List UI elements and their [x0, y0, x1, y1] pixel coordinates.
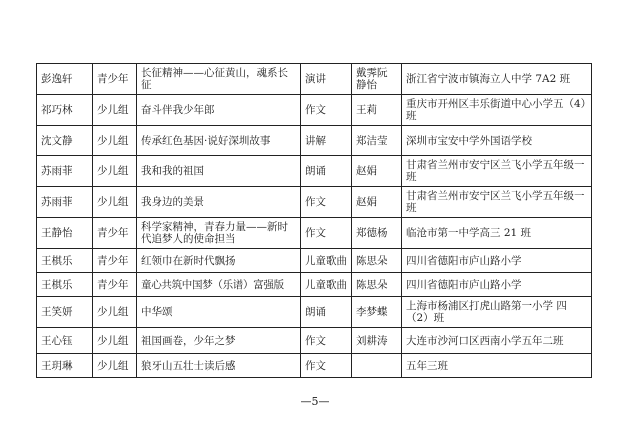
cell-group: 少儿组: [93, 156, 137, 187]
cell-group: 少儿组: [93, 95, 137, 126]
cell-group: 少儿组: [93, 187, 137, 218]
cell-category: 演讲: [301, 64, 352, 95]
cell-teacher: 戴霁阮静怡: [352, 64, 402, 95]
table-row: [37, 328, 592, 354]
cell-group: 青少年: [93, 249, 137, 273]
table-row: [37, 249, 592, 273]
cell-title: 童心共筑中国梦（乐谱）富强版: [137, 273, 301, 297]
cell-group: 少儿组: [93, 328, 137, 354]
cell-category: 作文: [301, 187, 352, 218]
table-row: [37, 273, 592, 297]
cell-school: 大连市沙河口区西南小学五年二班: [402, 328, 592, 354]
cell-title: 奋斗伴我少年郎: [137, 95, 301, 126]
cell-teacher: 郑德杨: [352, 218, 402, 249]
cell-category: 作文: [301, 95, 352, 126]
cell-school: 上海市杨浦区打虎山路第一小学 四（2）班: [402, 297, 592, 328]
cell-title: 传承红色基因·说好深圳故事: [137, 126, 301, 156]
cell-school: 四川省德阳市庐山路小学: [402, 273, 592, 297]
cell-group: 青少年: [93, 64, 137, 95]
cell-group: 青少年: [93, 218, 137, 249]
cell-title: 长征精神——心征黄山，魂系长征: [137, 64, 301, 95]
cell-category: 朗诵: [301, 156, 352, 187]
cell-name: 沈文静: [37, 126, 93, 156]
cell-category: 朗诵: [301, 297, 352, 328]
cell-name: 祁巧林: [37, 95, 93, 126]
cell-name: 苏雨菲: [37, 156, 93, 187]
table-row: [37, 64, 592, 95]
cell-teacher: 陈思朵: [352, 273, 402, 297]
table-row: [37, 95, 592, 126]
cell-title: 中华颂: [137, 297, 301, 328]
cell-teacher: 李梦蝶: [352, 297, 402, 328]
table-row: [37, 354, 592, 378]
cell-group: 少儿组: [93, 297, 137, 328]
cell-title: 科学家精神，青春力量——新时代追梦人的使命担当: [137, 218, 301, 249]
cell-name: 王心钰: [37, 328, 93, 354]
cell-teacher: 刘耕涛: [352, 328, 402, 354]
cell-title: 红领巾在新时代飘扬: [137, 249, 301, 273]
page-number: —5—: [300, 395, 330, 408]
cell-school: 重庆市开州区丰乐街道中心小学五（4）班: [402, 95, 592, 126]
table-row: [37, 218, 592, 249]
cell-name: 苏雨菲: [37, 187, 93, 218]
cell-teacher: [352, 354, 402, 378]
cell-school: 四川省德阳市庐山路小学: [402, 249, 592, 273]
cell-group: 少儿组: [93, 354, 137, 378]
cell-title: 我身边的美景: [137, 187, 301, 218]
cell-name: 王棋乐: [37, 273, 93, 297]
table-row: [37, 187, 592, 218]
cell-title: 祖国画卷，少年之梦: [137, 328, 301, 354]
cell-school: 深圳市宝安中学外国语学校: [402, 126, 592, 156]
cell-title: 我和我的祖国: [137, 156, 301, 187]
cell-school: 甘肃省兰州市安宁区兰飞小学五年级一班: [402, 187, 592, 218]
cell-teacher: 陈思朵: [352, 249, 402, 273]
cell-group: 少儿组: [93, 126, 137, 156]
award-list-table: [36, 63, 592, 378]
cell-category: 儿童歌曲: [301, 273, 352, 297]
cell-category: 作文: [301, 328, 352, 354]
cell-teacher: 王莉: [352, 95, 402, 126]
cell-name: 彭逸轩: [37, 64, 93, 95]
cell-teacher: 赵娟: [352, 156, 402, 187]
cell-category: 讲解: [301, 126, 352, 156]
cell-school: 甘肃省兰州市安宁区兰飞小学五年级一班: [402, 156, 592, 187]
cell-school: 临沧市第一中学高三 21 班: [402, 218, 592, 249]
cell-teacher: 赵娟: [352, 187, 402, 218]
cell-teacher: 郑洁莹: [352, 126, 402, 156]
table-row: [37, 126, 592, 156]
cell-category: 作文: [301, 218, 352, 249]
cell-category: 作文: [301, 354, 352, 378]
cell-name: 王笑妍: [37, 297, 93, 328]
cell-name: 王棋乐: [37, 249, 93, 273]
cell-title: 狼牙山五壮士读后感: [137, 354, 301, 378]
cell-category: 儿童歌曲: [301, 249, 352, 273]
cell-school: 五年三班: [402, 354, 592, 378]
cell-name: 王静怡: [37, 218, 93, 249]
cell-school: 浙江省宁波市镇海立人中学 7A2 班: [402, 64, 592, 95]
cell-name: 王玥琳: [37, 354, 93, 378]
table-row: [37, 297, 592, 328]
cell-group: 青少年: [93, 273, 137, 297]
table-row: [37, 156, 592, 187]
